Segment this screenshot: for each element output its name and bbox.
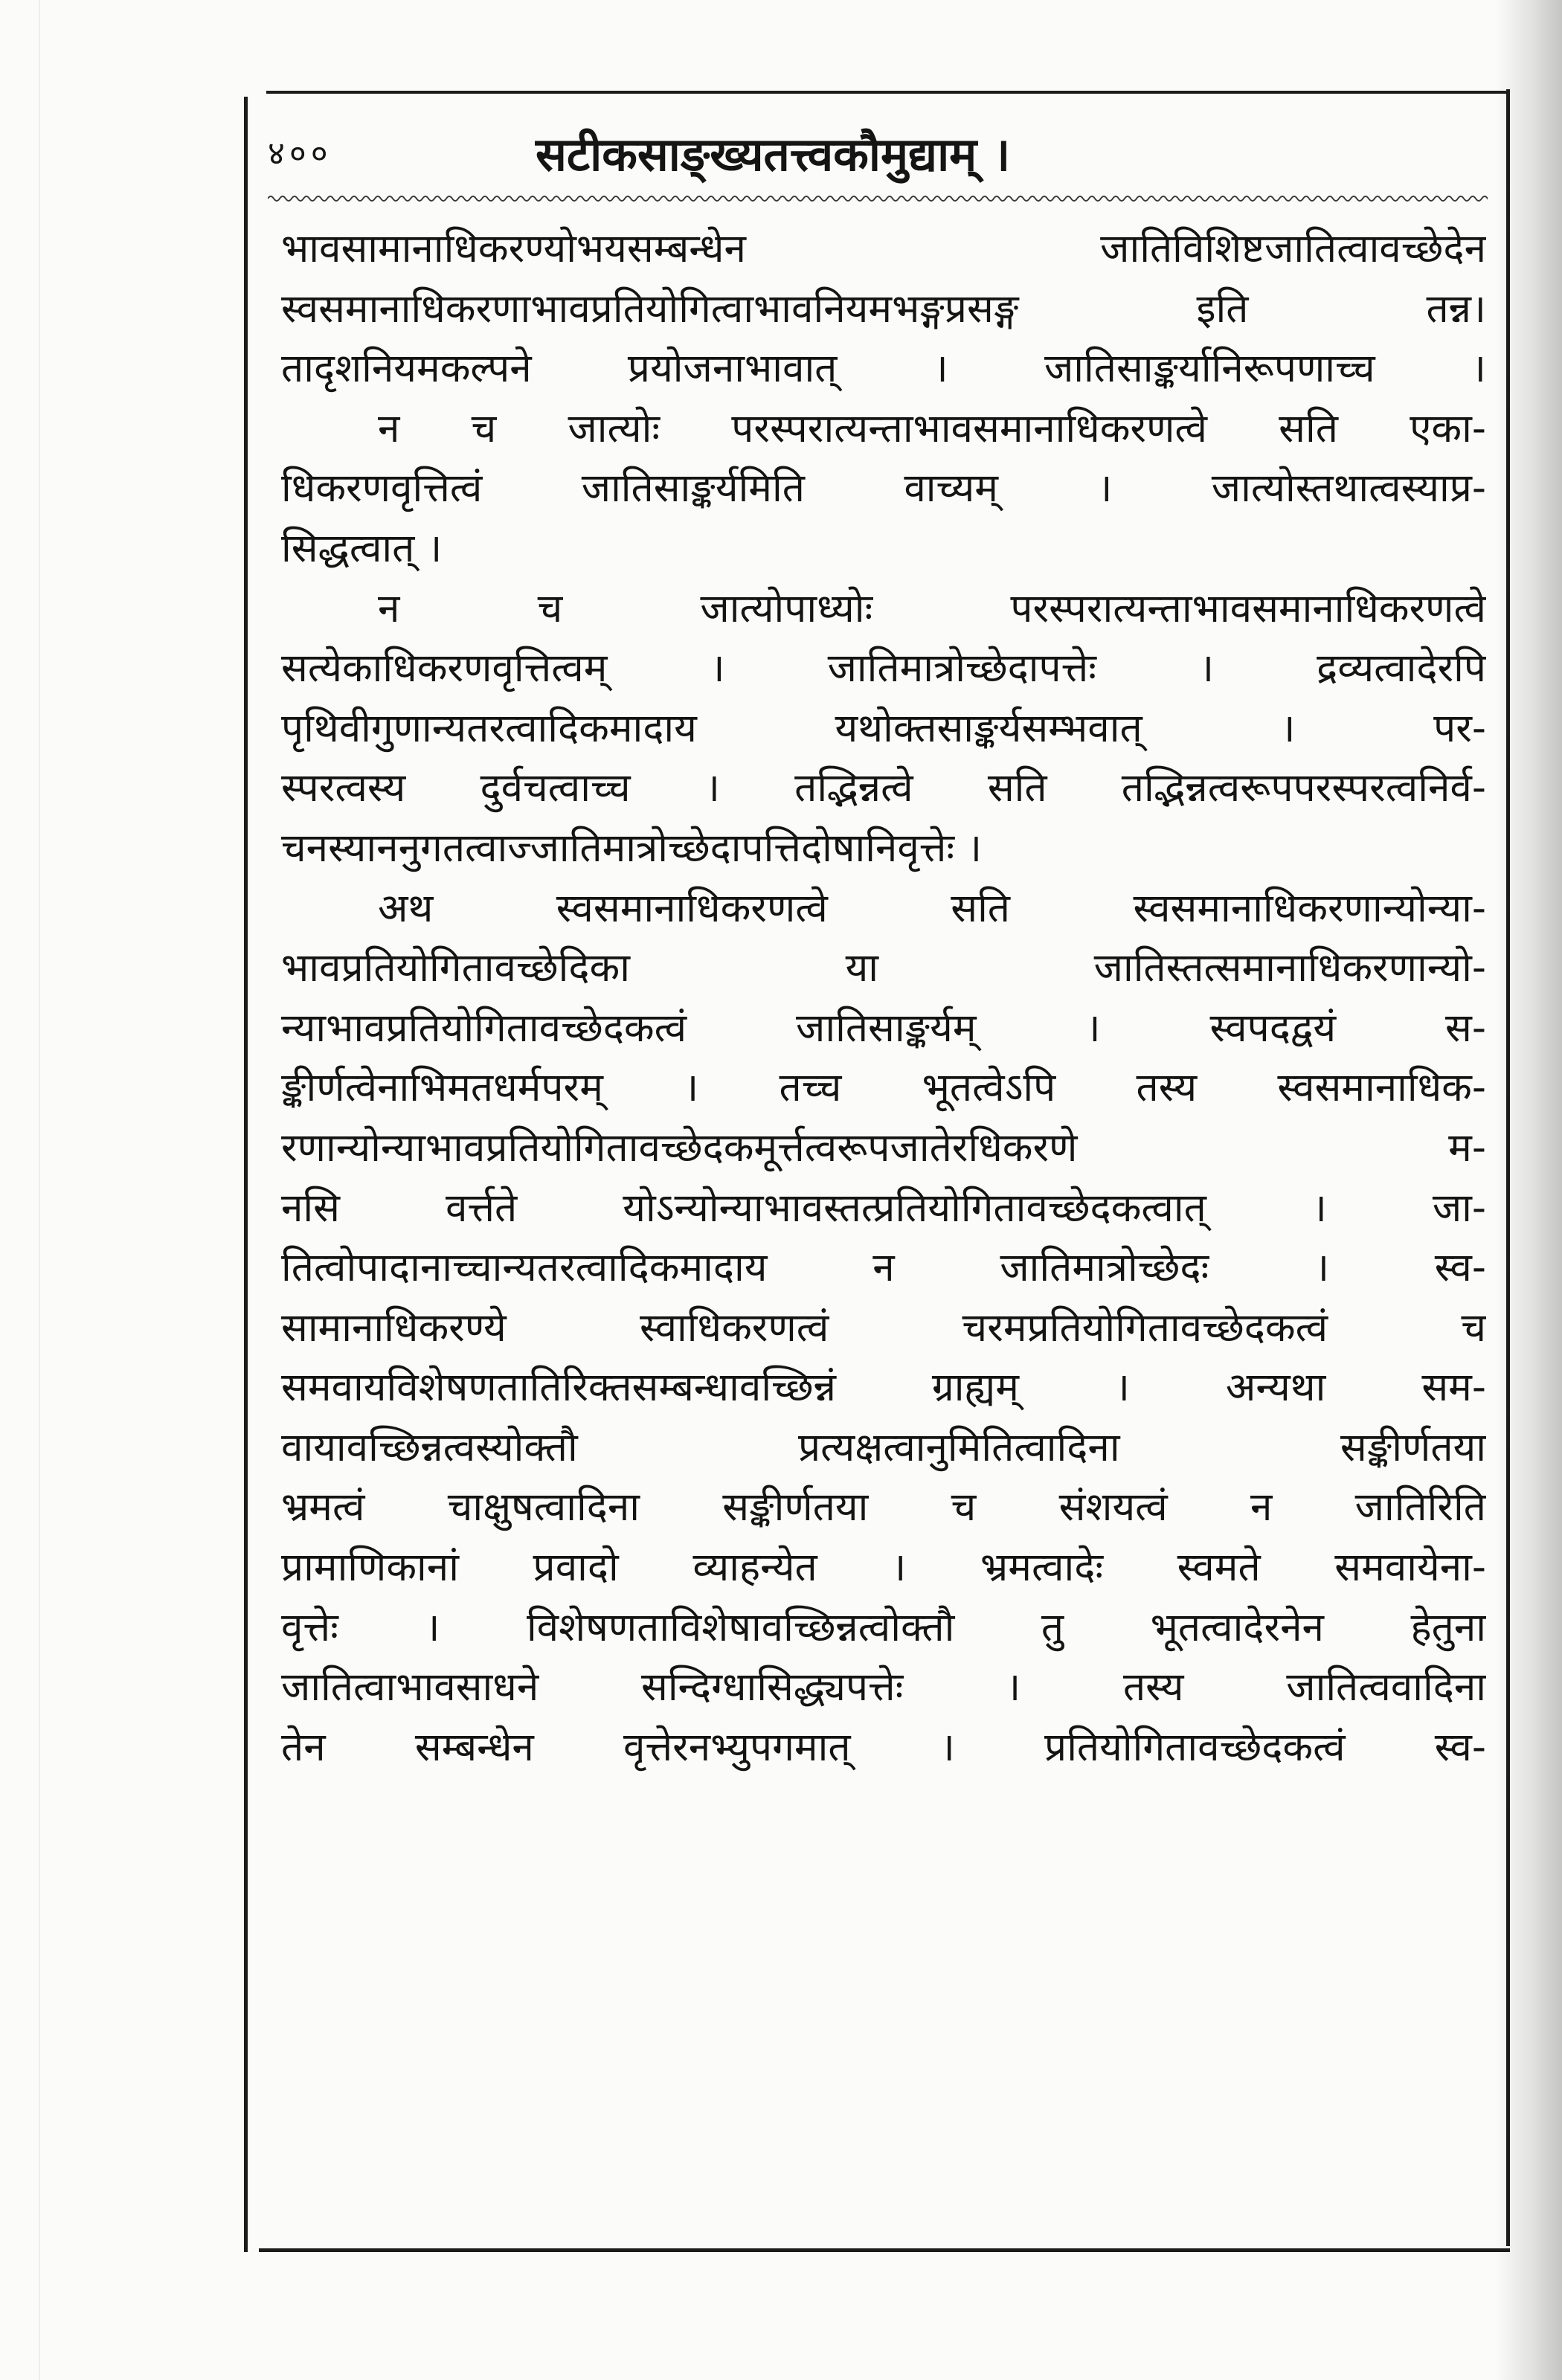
text-line: भावप्रतियोगितावच्छेदिका या जातिस्तत्समानाधिकरणान्यो- — [281, 945, 1486, 991]
text-line: धिकरणवृत्तित्वं जातिसाङ्कर्यमिति वाच्यम् । जात्योस्तथात्वस्याप्र- — [281, 466, 1486, 512]
text-line: न च जात्योपाध्योः परस्परात्यन्ताभावसमानाधिकरणत्वे — [378, 585, 1486, 631]
text-line: पृथिवीगुणान्यतरत्वादिकमादाय यथोक्तसाङ्कर्यसम्भवात् । पर- — [281, 705, 1486, 751]
text-line: स्वसमानाधिकरणाभावप्रतियोगित्वाभावनियमभङ्गप्रसङ्ग इति तन्न। — [281, 286, 1486, 332]
text-line: सिद्धत्वात् । — [281, 525, 443, 571]
text-line: नसि वर्त्तते योऽन्योन्याभावस्तत्प्रतियोगितावच्छेदकत्वात् । जा- — [281, 1185, 1486, 1231]
text-line: वायावच्छिन्नत्वस्योक्तौ प्रत्यक्षत्वानुमितित्वादिना सङ्कीर्णतया — [281, 1424, 1486, 1470]
text-line: सत्येकाधिकरणवृत्तित्वम् । जातिमात्रोच्छेदापत्तेः । द्रव्यत्वादेरपि — [281, 646, 1486, 692]
text-line: न च जात्योः परस्परात्यन्ताभावसमानाधिकरणत्वे सति एका- — [378, 405, 1486, 451]
text-line: तादृशनियमकल्पने प्रयोजनाभावात् । जातिसाङ्कर्यानिरूपणाच्च । — [281, 346, 1486, 392]
text-line: न्याभावप्रतियोगितावच्छेदकत्वं जातिसाङ्कर्यम् । स्वपदद्वयं स- — [281, 1005, 1486, 1051]
text-line: तित्वोपादानाच्चान्यतरत्वादिकमादाय न जातिमात्रोच्छेदः । स्व- — [281, 1245, 1486, 1291]
text-line: समवायविशेषणतातिरिक्तसम्बन्धावच्छिन्नं ग्राह्यम् । अन्यथा सम- — [281, 1365, 1486, 1411]
running-title: सटीकसाङ्ख्यतत्त्वकौमुद्याम् । — [536, 127, 1011, 181]
text-line: चनस्याननुगतत्वाज्जातिमात्रोच्छेदापत्तिदोषानिवृत्तेः । — [281, 825, 983, 871]
frame-right-rule — [1506, 89, 1510, 2246]
scan-artifact-line — [39, 0, 40, 2380]
text-line: ङ्कीर्णत्वेनाभिमतधर्मपरम् । तच्च भूतत्वेऽपि तस्य स्वसमानाधिक- — [281, 1065, 1486, 1111]
text-line: सामानाधिकरण्ये स्वाधिकरणत्वं चरमप्रतियोगितावच्छेदकत्वं च — [281, 1305, 1486, 1351]
text-line: भावसामानाधिकरण्योभयसम्बन्धेन जातिविशिष्टजातित्वावच्छेदेन — [281, 226, 1486, 271]
frame-top-rule — [266, 91, 1510, 94]
text-line: रणान्योन्याभावप्रतियोगितावच्छेदकमूर्त्तत्वरूपजातेरधिकरणे म- — [281, 1125, 1486, 1171]
page-number: ४०० — [268, 135, 332, 173]
text-line: अथ स्वसमानाधिकरणत्वे सति स्वसमानाधिकरणान्योन्या- — [378, 885, 1486, 931]
text-line: भ्रमत्वं चाक्षुषत्वादिना सङ्कीर्णतया च संशयत्वं न जातिरिति — [281, 1485, 1486, 1531]
page-header — [253, 119, 1502, 186]
text-line: जातित्वाभावसाधने सन्दिग्धासिद्ध्यपत्तेः । तस्य जातित्ववादिना — [281, 1665, 1486, 1711]
frame-left-rule — [244, 97, 248, 2252]
text-line: प्रामाणिकानां प्रवादो व्याहन्येत । भ्रमत्वादेः स्वमते समवायेना- — [281, 1545, 1486, 1591]
text-line: तेन सम्बन्धेन वृत्तेरनभ्युपगमात् । प्रतियोगितावच्छेदकत्वं स्व- — [281, 1724, 1486, 1770]
text-line: वृत्तेः । विशेषणताविशेषावच्छिन्नत्वोक्तौ तु भूतत्वादेरनेन हेतुना — [281, 1604, 1486, 1650]
wavy-rule — [268, 192, 1488, 205]
body-text — [281, 219, 1486, 1778]
frame-bottom-rule — [259, 2248, 1510, 2252]
text-line: स्परत्वस्य दुर्वचत्वाच्च । तद्भिन्नत्वे सति तद्भिन्नत्वरूपपरस्परत्वनिर्व- — [281, 765, 1486, 811]
